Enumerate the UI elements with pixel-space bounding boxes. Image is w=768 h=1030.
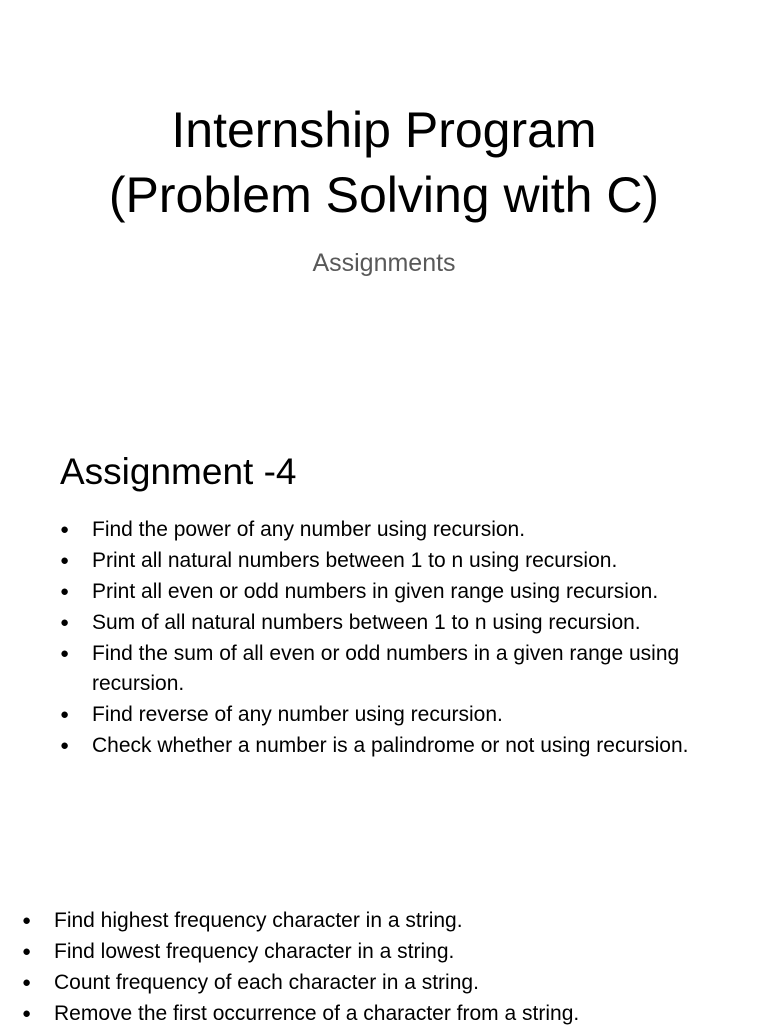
- bullet-icon: ●: [60, 737, 70, 754]
- list-item: [60, 546, 700, 576]
- list-item-text: Find lowest frequency character in a string.: [54, 940, 455, 963]
- list-item-text: Remove the first occurrence of a character from a string.: [54, 1002, 580, 1025]
- bullet-icon: ●: [22, 1005, 32, 1022]
- list-item-text: Print all even or odd numbers in given range using recursion.: [92, 580, 659, 603]
- list-item: [22, 999, 762, 1029]
- page-title: [0, 98, 768, 228]
- bullet-icon: ●: [22, 974, 32, 991]
- list-item: [60, 639, 700, 699]
- list-item-text: Sum of all natural numbers between 1 to n using recursion.: [92, 611, 641, 634]
- assignment-list: [60, 515, 700, 762]
- list-item-text: Count frequency of each character in a string.: [54, 971, 479, 994]
- list-item-text: Find the power of any number using recursion.: [92, 518, 526, 541]
- list-item: [60, 700, 700, 730]
- bullet-icon: ●: [60, 521, 70, 538]
- title-line-1: Internship Program: [171, 102, 597, 158]
- list-item: [60, 577, 700, 607]
- bullet-icon: ●: [22, 943, 32, 960]
- list-item-text: Find reverse of any number using recursion.: [92, 703, 503, 726]
- list-item: [22, 968, 762, 998]
- title-line-2: (Problem Solving with C): [108, 167, 660, 223]
- list-item: [60, 731, 700, 761]
- bullet-icon: ●: [60, 552, 70, 569]
- bullet-icon: ●: [22, 912, 32, 929]
- list-item-text: Check whether a number is a palindrome or not using recursion.: [92, 734, 689, 757]
- list-item: [60, 515, 700, 545]
- bullet-icon: ●: [60, 614, 70, 631]
- assignment-heading: Assignment -4: [60, 451, 297, 492]
- string-task-list: [22, 906, 762, 1030]
- list-item: [22, 937, 762, 967]
- page-subtitle: Assignments: [312, 249, 456, 277]
- list-item-text: Find the sum of all even or odd numbers in a given range using recursion.: [92, 642, 680, 695]
- list-item: [60, 608, 700, 638]
- bullet-icon: ●: [60, 583, 70, 600]
- list-item-text: Print all natural numbers between 1 to n using recursion.: [92, 549, 618, 572]
- list-item: [22, 906, 762, 936]
- bullet-icon: ●: [60, 645, 70, 662]
- list-item-text: Find highest frequency character in a string.: [54, 909, 463, 932]
- bullet-icon: ●: [60, 706, 70, 723]
